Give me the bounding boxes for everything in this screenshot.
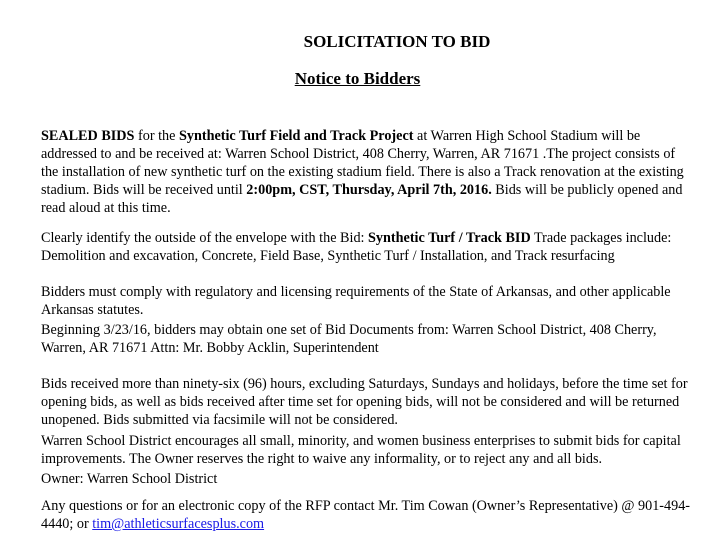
text-span: at Warren High School Stadium will be addressed to and be received at: Warren School District, 408 Cherry, Warren, AR 71671 .The project consists of the installation of new synthetic turf on the existing stadium field. There is also a Track renovation at the existing stadium. Bids will be received until [41,128,684,198]
paragraph-bid-documents: Beginning 3/23/16, bidders may obtain one set of Bid Documents from: Warren School District, 408 Cherry, Warren, AR 71671 Attn: Mr. Bobby Acklin, Superintendent [41,322,657,356]
paragraph-sealed-bids [41,127,691,217]
deadline-bold: 2:00pm, CST, Thursday, April 7th, 2016. [246,182,492,198]
text-span: Trade packages include: Demolition and excavation, Concrete, Field Base, Synthetic Turf / Installation, and Track resurfacing [41,230,672,264]
paragraph-contact [41,497,691,533]
text-span: for the [134,128,179,144]
email-link[interactable]: tim@athleticsurfacesplus.com [92,516,265,532]
document-subtitle: Notice to Bidders [294,69,421,88]
project-name-bold: Synthetic Turf Field and Track Project [178,128,414,144]
text-span: Clearly identify the outside of the envelope with the Bid: [41,230,369,246]
text-span: Bids will be publicly opened and read aloud at this time. [41,182,683,216]
paragraph-envelope [41,229,691,265]
bid-label-bold: Synthetic Turf / Track BID [368,230,531,246]
document-title: SOLICITATION TO BID [303,32,491,51]
text-span: Any questions or for an electronic copy of the RFP contact Mr. Tim Cowan (Owner’s Representative) @ 901-494-4440; or [41,498,691,532]
paragraph-late-bids: Bids received more than ninety-six (96) hours, excluding Saturdays, Sundays and holidays, before the time set for opening bids, as well as bids received after time set for opening bids, will not be considered and will be returned unopened. Bids submitted via facsimile will not be considered. [41,376,688,428]
paragraph-encourages: Warren School District encourages all small, minority, and women business enterprises to submit bids for capital improvements. The Owner reserves the right to waive any informality, or to reject any and all bids. [41,433,681,467]
sealed-bids-bold: SEALED BIDS [41,128,135,144]
paragraph-compliance: Bidders must comply with regulatory and licensing requirements of the State of Arkansas, and other applicable Arkansas statutes. [41,284,671,318]
paragraph-owner: Owner: Warren School District [41,471,218,487]
